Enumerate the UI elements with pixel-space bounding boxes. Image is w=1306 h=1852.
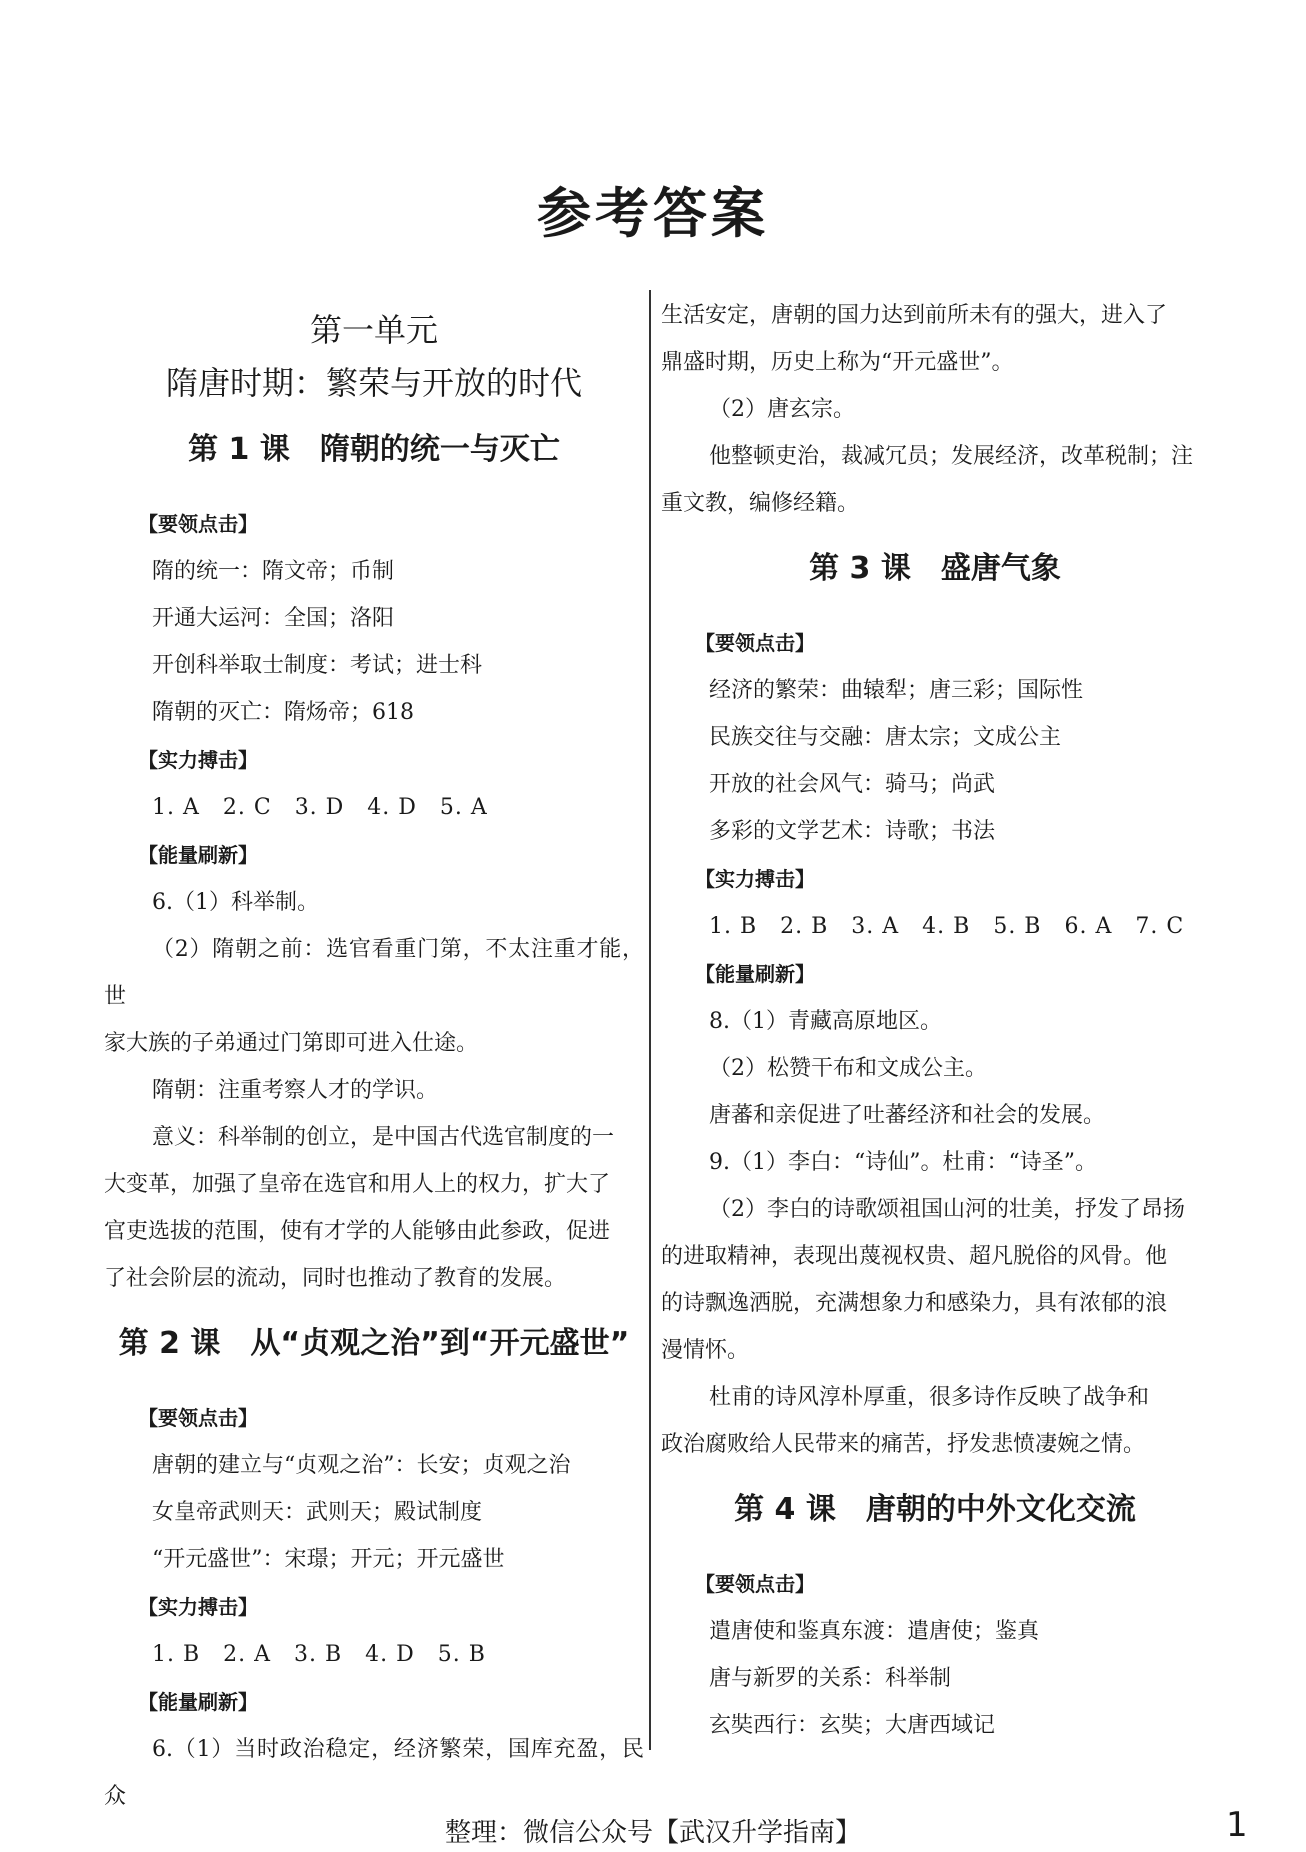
answer-paragraph: 9.（1）李白：“诗仙”。杜甫：“诗圣”。 <box>709 1150 1097 1175</box>
lesson-1-title: 第 1 课 隋朝的统一与灭亡 <box>188 432 560 467</box>
key-point: 开创科举取士制度：考试；进士科 <box>152 653 483 678</box>
right-column <box>661 292 1209 1749</box>
answer-paragraph: 8.（1）青藏高原地区。 <box>709 1009 942 1034</box>
key-point: 开通大运河：全国；洛阳 <box>152 606 395 631</box>
section-heading: 【能量刷新】 <box>138 843 258 867</box>
key-point: 多彩的文学艺术：诗歌；书法 <box>709 819 996 844</box>
footer-credit: 整理：微信公众号【武汉升学指南】 <box>444 1818 861 1848</box>
answer-paragraph: 鼎盛时期，历史上称为“开元盛世”。 <box>661 350 1014 375</box>
key-point: 玄奘西行：玄奘；大唐西域记 <box>709 1713 996 1738</box>
answer-paragraph: 的进取精神，表现出蔑视权贵、超凡脱俗的风骨。他 <box>661 1244 1168 1269</box>
section-heading: 【能量刷新】 <box>695 962 815 986</box>
answer-paragraph: 他整顿吏治，裁减冗员；发展经济，改革税制；注 <box>709 444 1194 469</box>
key-point: 开放的社会风气：骑马；尚武 <box>709 772 996 797</box>
answer-paragraph: 唐蕃和亲促进了吐蕃经济和社会的发展。 <box>709 1103 1106 1128</box>
answer-paragraph: 大变革，加强了皇帝在选官和用人上的权力，扩大了 <box>104 1172 611 1197</box>
lesson-4-title: 第 4 课 唐朝的中外文化交流 <box>734 1492 1136 1527</box>
left-column <box>104 292 644 1820</box>
answer-paragraph: 官吏选拔的范围，使有才学的人能够由此参政，促进 <box>104 1219 611 1244</box>
key-point: 隋的统一：隋文帝；币制 <box>152 559 395 584</box>
answer-paragraph: 意义：科举制的创立，是中国古代选官制度的一 <box>152 1125 615 1150</box>
section-heading: 【能量刷新】 <box>138 1690 258 1714</box>
key-point: 唐与新罗的关系：科举制 <box>709 1666 952 1691</box>
answer-paragraph: 的诗飘逸洒脱，充满想象力和感染力，具有浓郁的浪 <box>661 1291 1168 1316</box>
unit-title: 第一单元 <box>309 311 438 349</box>
lesson-3-title: 第 3 课 盛唐气象 <box>809 551 1061 586</box>
section-heading: 【要领点击】 <box>695 631 815 655</box>
answer-paragraph: 隋朝：注重考察人才的学识。 <box>152 1078 439 1103</box>
section-heading: 【实力搏击】 <box>138 748 258 772</box>
answer-paragraph: 了社会阶层的流动，同时也推动了教育的发展。 <box>104 1266 567 1291</box>
page-title: 参考答案 <box>537 181 769 245</box>
answer-line: 1. B 2. A 3. B 4. D 5. B <box>152 1642 486 1667</box>
section-heading: 【实力搏击】 <box>138 1595 258 1619</box>
answer-paragraph: 杜甫的诗风淳朴厚重，很多诗作反映了战争和 <box>709 1385 1150 1410</box>
key-point: 遣唐使和鉴真东渡：遣唐使；鉴真 <box>709 1619 1040 1644</box>
answer-paragraph: 漫情怀。 <box>661 1338 750 1363</box>
key-point: 隋朝的灭亡：隋炀帝；618 <box>152 700 414 725</box>
key-point: 女皇帝武则天：武则天；殿试制度 <box>152 1500 483 1525</box>
answer-paragraph: （2）李白的诗歌颂祖国山河的壮美，抒发了昂扬 <box>709 1197 1185 1222</box>
answer-paragraph: 政治腐败给人民带来的痛苦，抒发悲愤凄婉之情。 <box>661 1432 1146 1457</box>
key-point: 民族交往与交融：唐太宗；文成公主 <box>709 725 1062 750</box>
page-number: 1 <box>1226 1805 1248 1845</box>
answer-line: 1. A 2. C 3. D 4. D 5. A <box>152 795 488 820</box>
key-point: “开元盛世”：宋璟；开元；开元盛世 <box>152 1547 505 1572</box>
lesson-2-title: 第 2 课 从“贞观之治”到“开元盛世” <box>118 1326 630 1361</box>
answer-paragraph: 家大族的子弟通过门第即可进入仕途。 <box>104 1031 479 1056</box>
answer-paragraph: 生活安定，唐朝的国力达到前所未有的强大，进入了 <box>661 303 1168 328</box>
section-heading: 【实力搏击】 <box>695 867 815 891</box>
answer-paragraph: （2）隋朝之前：选官看重门第，不太注重才能，世 <box>104 937 644 1009</box>
column-divider <box>649 290 651 1750</box>
key-point: 经济的繁荣：曲辕犁；唐三彩；国际性 <box>709 678 1084 703</box>
unit-subtitle: 隋唐时期：繁荣与开放的时代 <box>165 364 582 402</box>
answer-paragraph: 6.（1）当时政治稳定，经济繁荣，国库充盈，民众 <box>104 1737 644 1809</box>
section-heading: 【要领点击】 <box>138 512 258 536</box>
answer-paragraph: （2）松赞干布和文成公主。 <box>709 1056 987 1081</box>
answer-paragraph: 重文教，编修经籍。 <box>661 491 860 516</box>
section-heading: 【要领点击】 <box>138 1406 258 1430</box>
answer-line: 1. B 2. B 3. A 4. B 5. B 6. A 7. C <box>709 914 1185 939</box>
answer-paragraph: （2）唐玄宗。 <box>709 397 855 422</box>
key-point: 唐朝的建立与“贞观之治”：长安；贞观之治 <box>152 1453 571 1478</box>
section-heading: 【要领点击】 <box>695 1572 815 1596</box>
answer-paragraph: 6.（1）科举制。 <box>152 890 319 915</box>
